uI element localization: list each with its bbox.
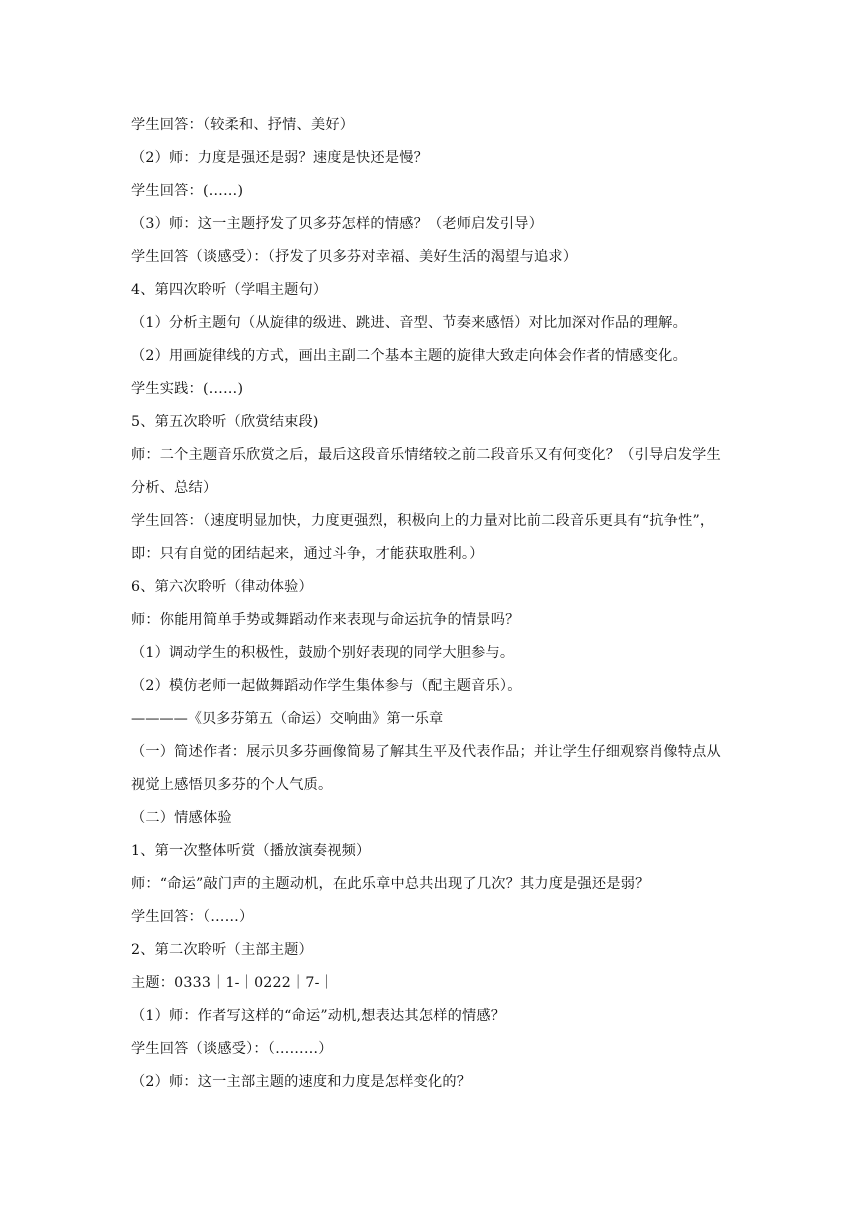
section-heading-1: 1、第一次整体听赏（播放演奏视频） <box>131 843 371 859</box>
text-line-5: 学生回答（谈感受）：（抒发了贝多芬对幸福、美好生活的渴望与追求） <box>131 249 578 265</box>
section-heading-5: 5、第五次聆听（欣赏结束段) <box>131 414 319 430</box>
text-line-27: （2）师：这一主部主题的速度和力度是怎样变化的？ <box>131 1074 472 1090</box>
text-line-22: 学生回答：（……） <box>131 909 254 925</box>
document-body <box>131 109 731 1099</box>
text-line-7: （1）分析主题句（从旋律的级进、跳进、音型、节奏来感悟）对比加深对作品的理解。 <box>131 315 687 331</box>
text-paragraph-18: （一）简述作者：展示贝多芬画像简易了解其生平及代表作品；并让学生仔细观察肖像特点从视觉上感悟贝多芬的个人气质。 <box>131 744 721 793</box>
text-paragraph-12: 学生回答：（速度明显加快，力度更强烈，积极向上的力量对比前二段音乐更具有“抗争性”，即：只有自觉的团结起来，通过斗争，才能获取胜利。） <box>131 513 715 562</box>
text-line-26: 学生回答（谈感受）：（………） <box>131 1041 333 1057</box>
text-line-25: （1）师：作者写这样的“命运”动机,想表达其怎样的情感？ <box>131 1008 506 1024</box>
text-line-21: 师：“命运”敲门声的主题动机，在此乐章中总共出现了几次？其力度是强还是弱？ <box>131 876 650 892</box>
theme-notation: 主题：0333｜1-｜0222｜7-｜ <box>131 975 334 991</box>
section-heading-4: 4、第四次聆听（学唱主题句） <box>131 282 328 298</box>
text-line-8: （2）用画旋律线的方式，画出主副二个基本主题的旋律大致走向体会作者的情感变化。 <box>131 348 687 364</box>
text-line-4: （3）师：这一主题抒发了贝多芬怎样的情感？（老师启发引导） <box>131 216 544 232</box>
text-line-16: （2）模仿老师一起做舞蹈动作学生集体参与（配主题音乐）。 <box>131 678 522 694</box>
movement-title: ————《贝多芬第五（命运）交响曲》第一乐章 <box>131 711 444 727</box>
text-line-9: 学生实践：(……) <box>131 381 244 397</box>
text-line-3: 学生回答：(……) <box>131 183 244 199</box>
text-line-14: 师：你能用简单手势或舞蹈动作来表现与命运抗争的情景吗？ <box>131 612 520 628</box>
text-paragraph-11: 师：二个主题音乐欣赏之后，最后这段音乐情绪较之前二段音乐又有何变化？（引导启发学生分析、总结） <box>131 447 721 496</box>
text-line-2: （2）师：力度是强还是弱？速度是快还是慢？ <box>131 150 428 166</box>
section-heading-emotion: （二）情感体验 <box>131 810 232 826</box>
text-line-1: 学生回答：（较柔和、抒情、美好） <box>131 117 355 133</box>
section-heading-2: 2、第二次聆听（主部主题） <box>131 942 313 958</box>
text-line-15: （1）调动学生的积极性，鼓励个别好表现的同学大胆参与。 <box>131 645 515 661</box>
section-heading-6: 6、第六次聆听（律动体验） <box>131 579 313 595</box>
